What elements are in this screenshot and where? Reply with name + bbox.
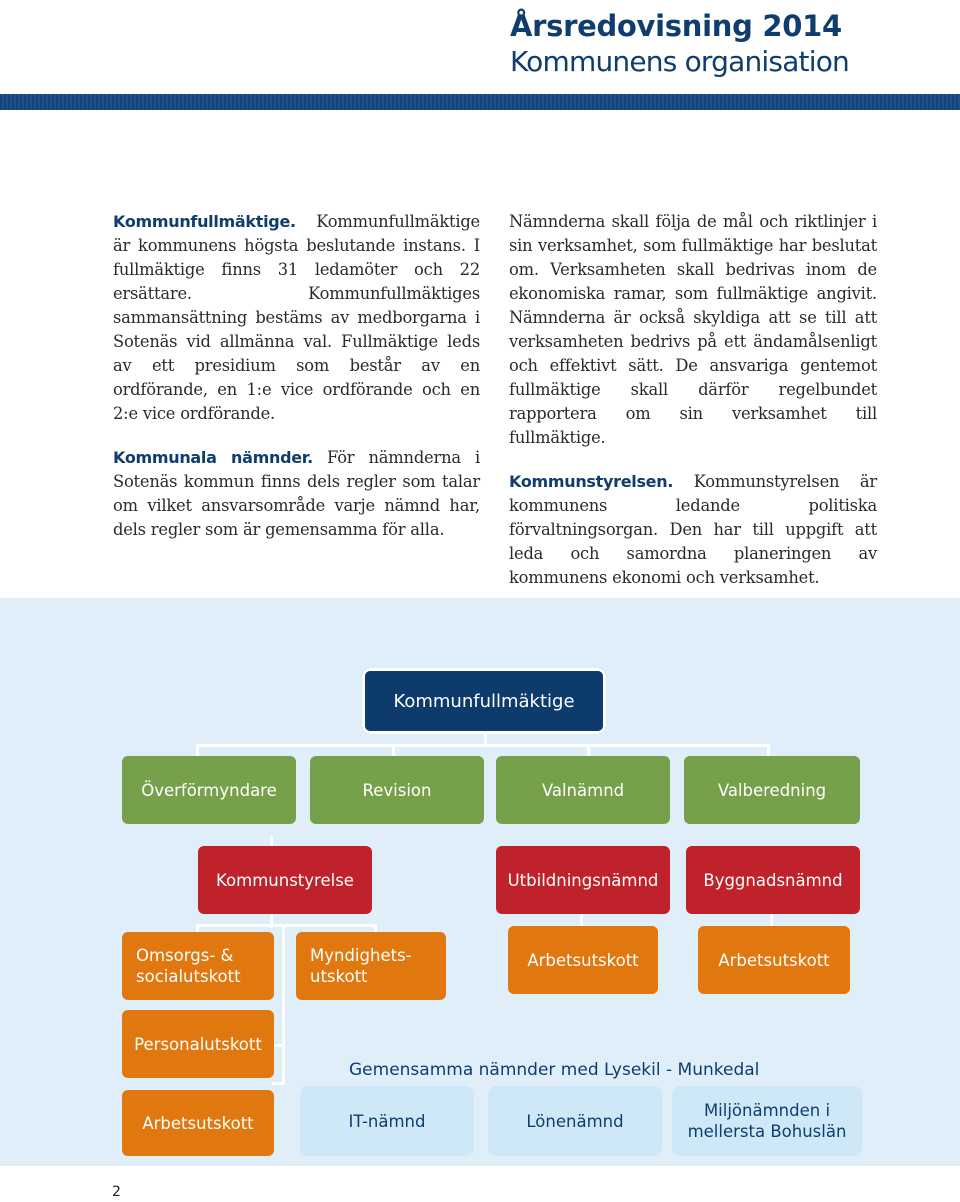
org-chart <box>0 598 960 1166</box>
box-utbildningsnamnd: Utbildningsnämnd <box>496 846 670 914</box>
shared-committees-title: Gemensamma nämnder med Lysekil - Munkedal <box>349 1060 760 1080</box>
connector-line <box>196 924 199 932</box>
box-arbetsutskott-ks: Arbetsutskott <box>122 1090 274 1156</box>
connector-line <box>196 744 199 756</box>
box-kommunstyrelse: Kommunstyrelse <box>198 846 372 914</box>
box-arbetsutskott-utbildning: Arbetsutskott <box>508 926 658 994</box>
box-revision: Revision <box>310 756 484 824</box>
connector-line <box>196 744 770 747</box>
box-miljonamnden: Miljönämnden i mellersta Bohuslän <box>672 1086 862 1156</box>
report-subtitle: Kommunens organisation <box>510 45 849 78</box>
page-number: 2 <box>112 1184 121 1200</box>
box-lonenamnd: Lönenämnd <box>488 1086 662 1156</box>
header-divider-band <box>0 94 960 110</box>
box-omsorgs-socialutskott: Omsorgs- & socialutskott <box>122 932 274 1000</box>
connector-line <box>374 924 377 932</box>
lead-heading: Kommunala nämnder. <box>113 448 313 467</box>
paragraph-kommunstyrelsen <box>509 470 877 590</box>
box-it-namnd: IT-nämnd <box>300 1086 474 1156</box>
connector-line <box>270 836 273 846</box>
paragraph-text: Kommunfullmäktige är kommunens högsta beslutande instans. I fullmäktige finns 31 ledamöter och 22 ersättare. Kommunfullmäktiges sammansättning bestäms av medborgarna i Sotenäs vid allmänna val. Fullmäktige leds av ett presidium som består av en ordförande, en 1:e vice ordförande och en 2:e vice ordförande. <box>113 212 480 423</box>
box-overformyndare: Överförmyndare <box>122 756 296 824</box>
box-personalutskott: Personalutskott <box>122 1010 274 1078</box>
paragraph-text: Kommunstyrelsen är kommunens ledande politiska förvaltningsorgan. Den har till uppgift att leda och samordna planeringen av kommunens ekonomi och verksamhet. <box>509 472 877 587</box>
report-title: Årsredovisning 2014 <box>510 9 842 43</box>
lead-heading: Kommunstyrelsen. <box>509 472 674 491</box>
connector-line <box>770 914 773 926</box>
paragraph-text: För nämnderna i Sotenäs kommun finns dels regler som talar om vilket ansvarsområde varje nämnd har, dels regler som är gemensamma för alla. <box>113 448 480 539</box>
connector-line <box>196 924 376 927</box>
connector-line <box>767 744 770 756</box>
connector-line <box>272 1082 284 1085</box>
paragraph-kommunfullmaktige <box>113 210 480 426</box>
lead-heading: Kommunfullmäktige. <box>113 212 296 231</box>
page-header <box>510 8 849 80</box>
box-valberedning: Valberedning <box>684 756 860 824</box>
connector-line <box>282 924 285 1084</box>
paragraph-text: Nämnderna skall följa de mål och riktlinjer i sin verksamhet, som fullmäktige har beslutat om. Verksamheten skall bedrivas inom de ekonomiska ramar, som fullmäktige angivit. Nämnderna är också skyldiga att se till att verksamheten bedrivs på ett ändamålsenligt och effektivt sätt. De ansvariga gentemot fullmäktige skall därför regelbundet rapportera om sin verksamhet till fullmäktige. <box>509 212 877 447</box>
left-text-column <box>113 210 480 562</box>
connector-line <box>587 744 590 756</box>
box-kommunfullmaktige: Kommunfullmäktige <box>362 668 606 734</box>
right-text-column <box>509 210 877 610</box>
connector-line <box>580 914 583 926</box>
connector-line <box>392 744 395 756</box>
paragraph-namnderna <box>509 210 877 450</box>
box-myndighetsutskott: Myndighets- utskott <box>296 932 446 1000</box>
box-arbetsutskott-bygg: Arbetsutskott <box>698 926 850 994</box>
box-byggnadsnamnd: Byggnadsnämnd <box>686 846 860 914</box>
paragraph-kommunala-namnder <box>113 446 480 542</box>
box-valnamnd: Valnämnd <box>496 756 670 824</box>
